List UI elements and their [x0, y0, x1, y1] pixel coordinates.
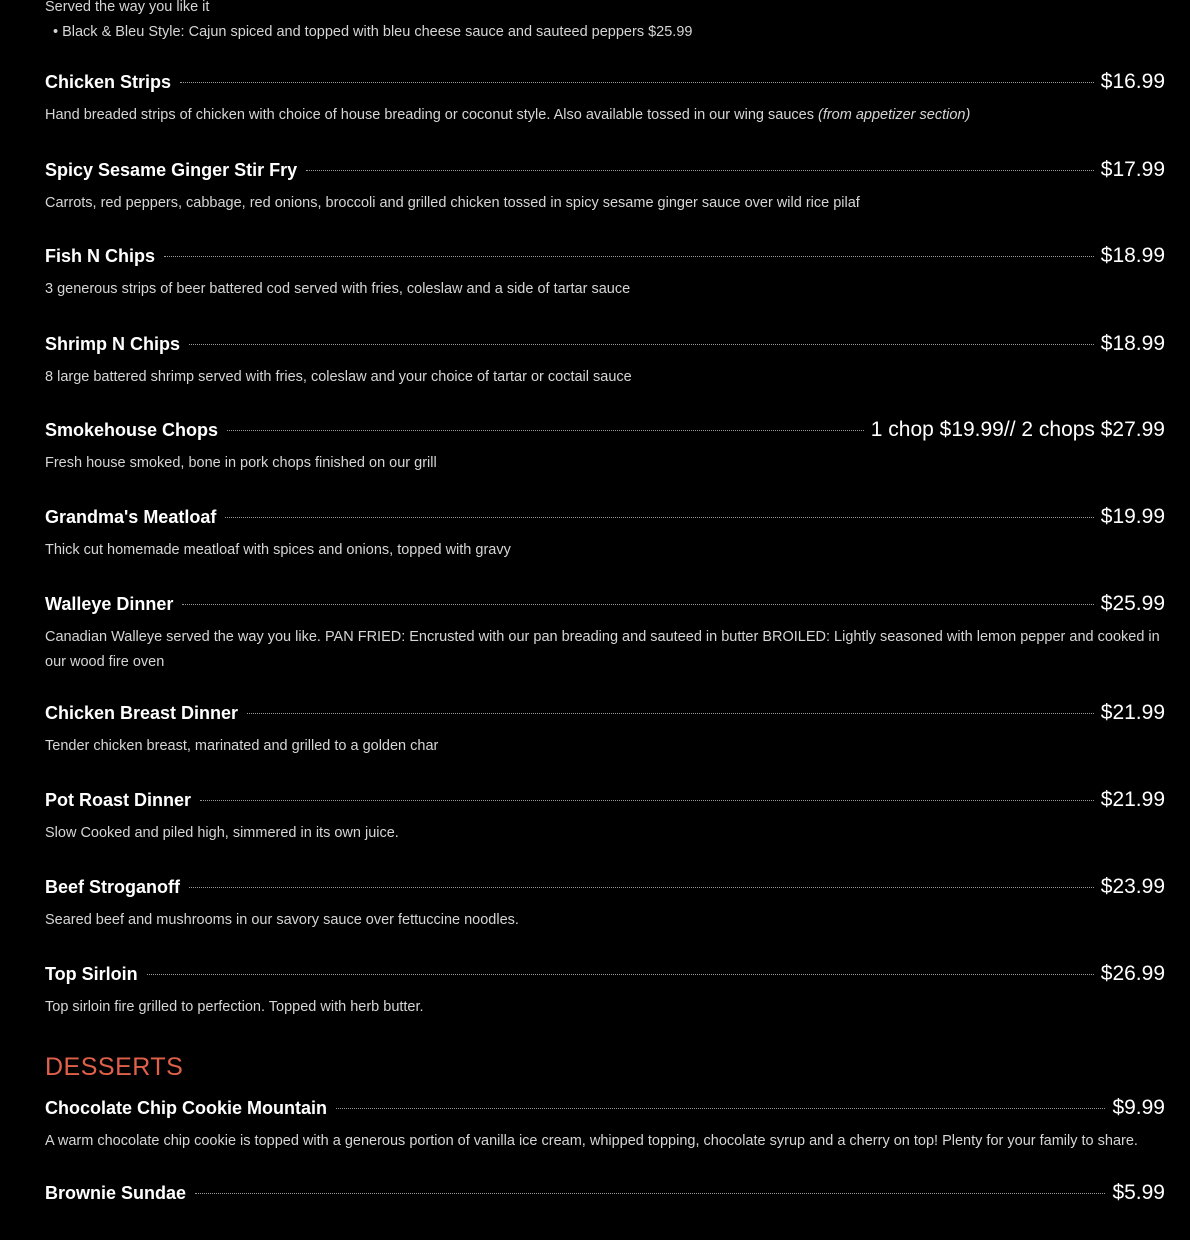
dotted-leader [200, 800, 1094, 801]
item-description: Fresh house smoked, bone in pork chops finished on our grill [45, 455, 437, 471]
item-name: Grandma's Meatloaf [45, 506, 217, 527]
menu-item [45, 244, 1165, 302]
dotted-leader [182, 604, 1093, 605]
menu-item [45, 158, 1165, 216]
menu-item [45, 1096, 1165, 1154]
item-price: $16.99 [1100, 70, 1165, 93]
menu-item [45, 70, 1165, 128]
item-name: Chicken Strips [45, 72, 172, 92]
menu-item [45, 701, 1165, 759]
item-name: Spicy Sesame Ginger Stir Fry [45, 159, 298, 180]
item-note: (from appetizer section) [817, 107, 971, 123]
dotted-leader [189, 344, 1094, 345]
item-description: 3 generous strips of beer battered cod served with fries, coleslaw and a side of tartar sauce [45, 281, 631, 297]
dotted-leader [306, 170, 1094, 171]
item-price: $26.99 [1100, 961, 1165, 985]
menu-page [45, 0, 1165, 1211]
item-price: $18.99 [1100, 244, 1165, 267]
dotted-leader [247, 713, 1094, 714]
item-description: Slow Cooked and piled high, simmered in its own juice. [45, 824, 399, 841]
item-price: $21.99 [1100, 787, 1165, 811]
menu-item [45, 418, 1165, 476]
menu-item [45, 875, 1165, 933]
bullet-icon: • [53, 24, 59, 40]
item-description-text: Hand breaded strips of chicken with choice of house breading or coconut style. Also available tossed in our wing sauces [45, 107, 814, 123]
item-name: Pot Roast Dinner [45, 789, 192, 810]
item-description: A warm chocolate chip cookie is topped with a generous portion of vanilla ice cream, whipped topping, chocolate syrup and a cherry on top! Plenty for your family to share. [45, 1133, 1138, 1149]
item-name: Fish N Chips [45, 246, 156, 266]
item-price: $21.99 [1100, 701, 1165, 724]
item-description [45, 103, 1165, 128]
menu-item [45, 788, 1165, 846]
dotted-leader [195, 1193, 1105, 1194]
item-name: Walleye Dinner [45, 594, 174, 614]
item-price: $5.99 [1112, 1180, 1165, 1204]
item-price: $17.99 [1100, 157, 1165, 181]
item-description: Seared beef and mushrooms in our savory sauce over fettuccine noodles. [45, 912, 519, 928]
item-price: $23.99 [1100, 875, 1165, 898]
item-name: Chicken Breast Dinner [45, 703, 239, 723]
item-price: $19.99 [1100, 504, 1165, 528]
item-name: Top Sirloin [45, 963, 138, 984]
item-price: $25.99 [1100, 592, 1165, 615]
item-description: Tender chicken breast, marinated and grilled to a golden char [45, 738, 439, 754]
item-name: Chocolate Chip Cookie Mountain [45, 1098, 327, 1118]
menu-item [45, 505, 1165, 563]
item-name: Smokehouse Chops [45, 420, 219, 440]
item-name: Brownie Sundae [45, 1182, 187, 1203]
item-description: 8 large battered shrimp served with fries, coleslaw and your choice of tartar or coctail sauce [45, 368, 632, 385]
item-name: Shrimp N Chips [45, 333, 181, 354]
dotted-leader [336, 1108, 1105, 1109]
item-description: Thick cut homemade meatloaf with spices and onions, topped with gravy [45, 541, 511, 558]
intro-text: Served the way you like it [45, 0, 210, 15]
item-description: Top sirloin fire grilled to perfection. Topped with herb butter. [45, 998, 424, 1015]
item-price: 1 chop $19.99// 2 chops $27.99 [870, 418, 1165, 441]
menu-item [45, 592, 1165, 674]
dotted-leader [227, 430, 864, 431]
intro-block [45, 0, 1165, 55]
dotted-leader [147, 974, 1094, 975]
dotted-leader [164, 256, 1094, 257]
menu-item [45, 1181, 1165, 1211]
section-title-desserts: DESSERTS [45, 1053, 184, 1081]
intro-option-text: Black & Bleu Style: Cajun spiced and topped with bleu cheese sauce and sauteed peppers $25.99 [62, 24, 693, 40]
menu-item [45, 962, 1165, 1020]
intro-option [53, 24, 692, 40]
item-price: $9.99 [1112, 1096, 1165, 1119]
item-name: Beef Stroganoff [45, 877, 180, 897]
item-price: $18.99 [1100, 331, 1165, 355]
dotted-leader [180, 82, 1094, 83]
dotted-leader [189, 887, 1094, 888]
item-description: Canadian Walleye served the way you like. PAN FRIED: Encrusted with our pan breading and sauteed in butter BROILED: Lightly seasoned with lemon pepper and cooked in our wood fire oven [45, 629, 1160, 670]
menu-item [45, 332, 1165, 390]
item-description: Carrots, red peppers, cabbage, red onions, broccoli and grilled chicken tossed in spicy sesame ginger sauce over wild rice pilaf [45, 194, 860, 211]
dotted-leader [225, 517, 1093, 518]
